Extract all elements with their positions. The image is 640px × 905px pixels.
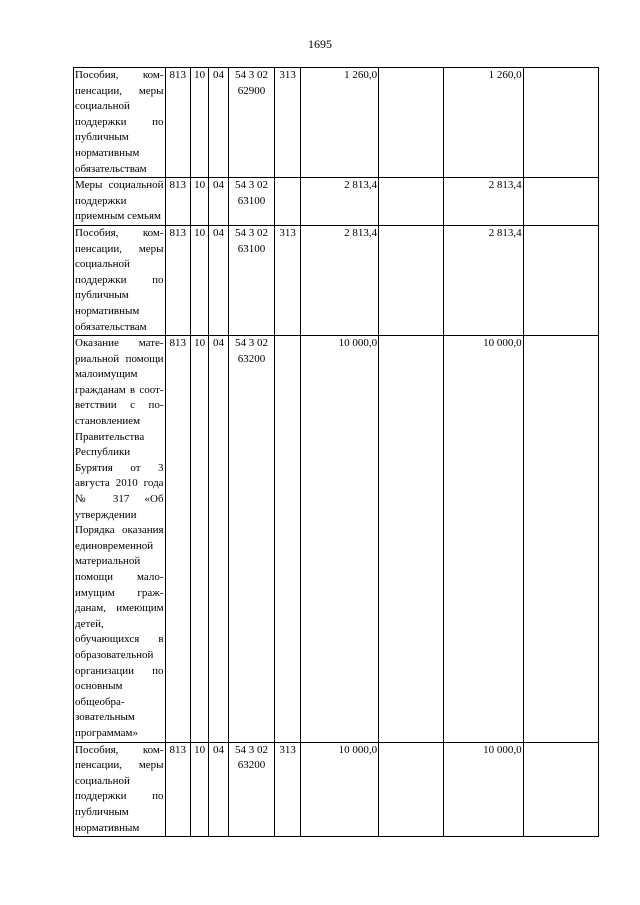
subsection-code-cell: 04: [209, 178, 228, 226]
amount-2-cell: [379, 742, 444, 837]
admin-code-cell: 813: [165, 742, 190, 837]
page-number: 1695: [308, 37, 332, 51]
table-row: [74, 178, 599, 226]
subsection-code-cell: 04: [209, 336, 228, 742]
amount-4-cell: [523, 336, 598, 742]
target-article-cell: 54 3 02 63100: [228, 178, 275, 226]
table-row: [74, 68, 599, 178]
target-article-cell: 54 3 02 63100: [228, 225, 275, 335]
section-code-cell: 10: [190, 225, 208, 335]
target-article-cell: 54 3 02 63200: [228, 742, 275, 837]
amount-2-cell: [379, 336, 444, 742]
amount-3-cell: 2 813,4: [444, 225, 523, 335]
amount-4-cell: [523, 68, 598, 178]
amount-4-cell: [523, 742, 598, 837]
admin-code-cell: 813: [165, 178, 190, 226]
expense-type-cell: 313: [275, 225, 300, 335]
section-code-cell: 10: [190, 742, 208, 837]
expense-name-cell: Пособия, компенсации, меры социальной поддержки по публичным нормативным обязательствам: [74, 225, 166, 335]
section-code-cell: 10: [190, 336, 208, 742]
amount-cell: 10 000,0: [300, 742, 378, 837]
amount-cell: 2 813,4: [300, 225, 378, 335]
subsection-code-cell: 04: [209, 742, 228, 837]
amount-3-cell: 2 813,4: [444, 178, 523, 226]
admin-code-cell: 813: [165, 225, 190, 335]
amount-cell: 2 813,4: [300, 178, 378, 226]
expense-type-cell: 313: [275, 68, 300, 178]
expense-name-cell: Меры социальной поддержки приемным семьям: [74, 178, 166, 226]
target-article-cell: 54 3 02 62900: [228, 68, 275, 178]
amount-4-cell: [523, 225, 598, 335]
table-row: [74, 742, 599, 837]
amount-cell: 1 260,0: [300, 68, 378, 178]
expense-type-cell: [275, 336, 300, 742]
section-code-cell: 10: [190, 178, 208, 226]
expense-type-cell: 313: [275, 742, 300, 837]
expense-name-cell: Пособия, компенсации, меры социальной поддержки по публичным нормативным: [74, 742, 166, 837]
expense-name-cell: Пособия, компенсации, меры социальной поддержки по публичным нормативным обязательствам: [74, 68, 166, 178]
table-row: [74, 225, 599, 335]
subsection-code-cell: 04: [209, 68, 228, 178]
amount-cell: 10 000,0: [300, 336, 378, 742]
budget-table: [73, 67, 599, 837]
table-row: [74, 336, 599, 742]
expense-type-cell: [275, 178, 300, 226]
amount-3-cell: 10 000,0: [444, 742, 523, 837]
amount-3-cell: 10 000,0: [444, 336, 523, 742]
expense-name-cell: Оказание материальной помощи малоимущим гражданам в соответствии с постановлением Правительства Республики Бурятия от 3 августа 2010 года № 317 «Об утверждении Порядка оказания единовременной материальной помощи малоимущим гражданам, имеющим детей, обучающихся в образовательной организации по основным общеобразовательным программам»: [74, 336, 166, 742]
amount-4-cell: [523, 178, 598, 226]
admin-code-cell: 813: [165, 336, 190, 742]
subsection-code-cell: 04: [209, 225, 228, 335]
amount-2-cell: [379, 178, 444, 226]
target-article-cell: 54 3 02 63200: [228, 336, 275, 742]
amount-3-cell: 1 260,0: [444, 68, 523, 178]
table-body: [74, 68, 599, 837]
amount-2-cell: [379, 68, 444, 178]
admin-code-cell: 813: [165, 68, 190, 178]
section-code-cell: 10: [190, 68, 208, 178]
amount-2-cell: [379, 225, 444, 335]
